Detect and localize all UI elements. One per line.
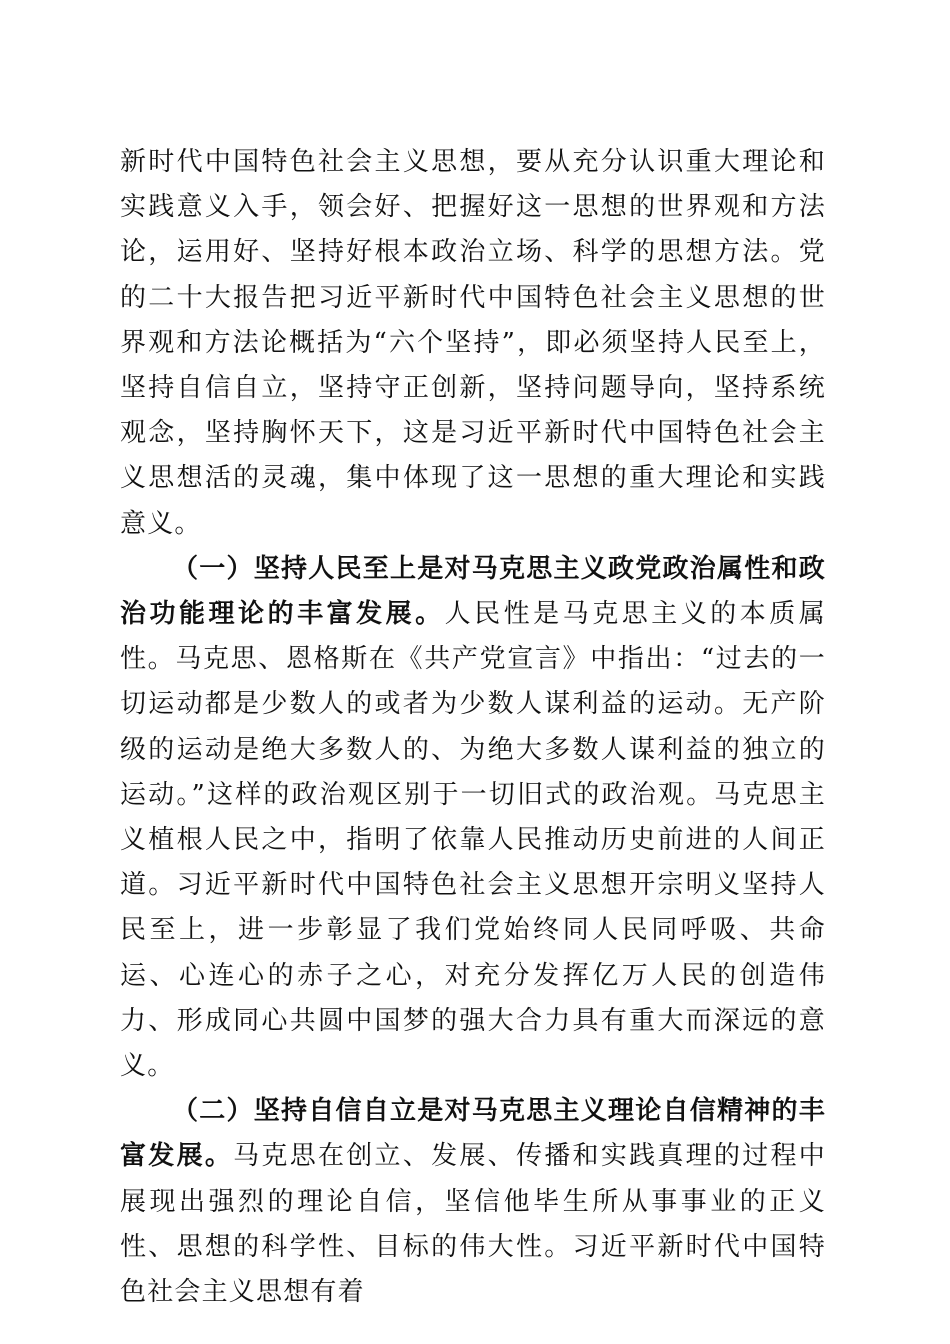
section-heading: （一）坚持人民至上是对马克思主义政党政治属性和政治功能理论的丰富发展。 (120, 553, 826, 630)
paragraph-text: 新时代中国特色社会主义思想，要从充分认识重大理论和实践意义入手，领会好、把握好这一思想的世界观和方法论，运用好、坚持好根本政治立场、科学的思想方法。党的二十大报告把习近平新时代中国特色社会主义思想的世界观和方法论概括为“六个坚持”，即必须坚持人民至上，坚持自信自立，坚持守正创新，坚持问题导向，坚持系统观念，坚持胸怀天下，这是习近平新时代中国特色社会主义思想活的灵魂，集中体现了这一思想的重大理论和实践意义。 (120, 147, 826, 539)
paragraph-intro (120, 140, 826, 547)
document-body (120, 140, 826, 1315)
paragraph-section-1 (120, 547, 826, 1089)
paragraph-section-2 (120, 1089, 826, 1315)
paragraph-text: 马克思在创立、发展、传播和实践真理的过程中展现出强烈的理论自信，坚信他毕生所从事事业的正义性、思想的科学性、目标的伟大性。习近平新时代中国特色社会主义思想有着 (120, 1141, 826, 1308)
section-heading: （二）坚持自信自立是对马克思主义理论自信精神的丰富发展。 (120, 1096, 826, 1172)
paragraph-text: 人民性是马克思主义的本质属性。马克思、恩格斯在《共产党宣言》中指出：“过去的一切运动都是少数人的或者为少数人谋利益的运动。无产阶级的运动是绝大多数人的、为绝大多数人谋利益的独立的运动。”这样的政治观区别于一切旧式的政治观。马克思主义植根人民之中，指明了依靠人民推动历史前进的人间正道。习近平新时代中国特色社会主义思想开宗明义坚持人民至上，进一步彰显了我们党始终同人民同呼吸、共命运、心连心的赤子之心，对充分发挥亿万人民的创造伟力、形成同心共圆中国梦的强大合力具有重大而深远的意义。 (120, 599, 826, 1082)
